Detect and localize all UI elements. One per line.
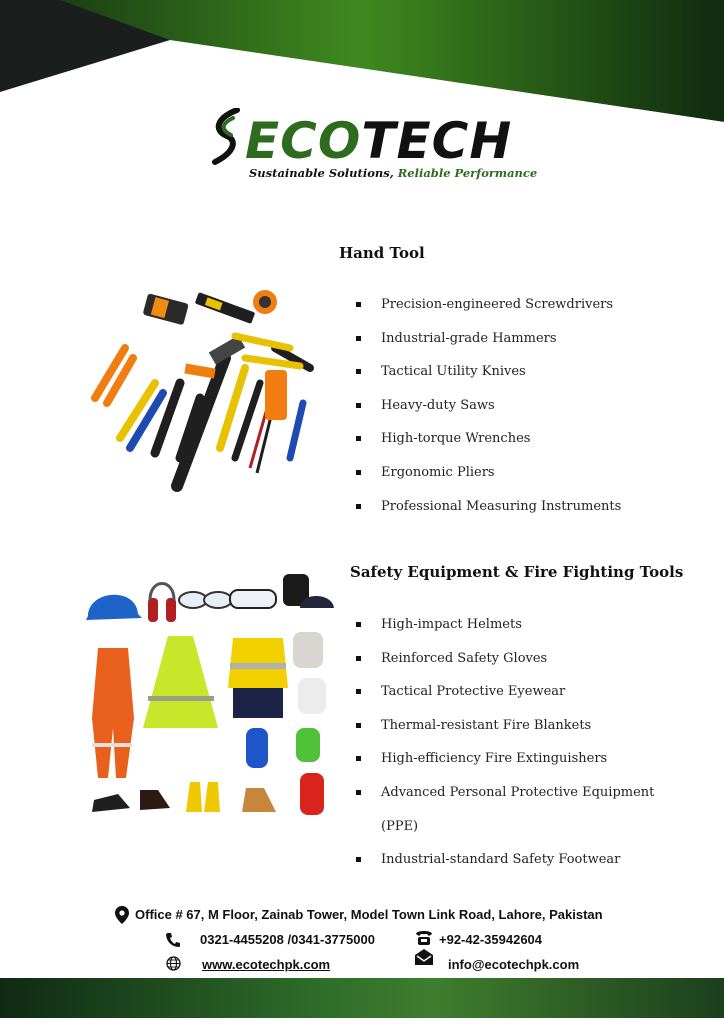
hand-tools-image <box>85 288 317 496</box>
tagline-part-a: Sustainable Solutions, <box>249 166 394 180</box>
list-item: Professional Measuring Instruments <box>354 498 621 532</box>
list-item: Reinforced Safety Gloves <box>354 650 654 684</box>
list-item: Industrial-standard Safety Footwear <box>354 851 654 885</box>
tagline-part-b: Reliable Performance <box>397 166 538 180</box>
landline-number: +92-42-35942604 <box>439 932 543 947</box>
list-item: Industrial-grade Hammers <box>354 330 621 364</box>
list-item: High-torque Wrenches <box>354 430 621 464</box>
list-item: High-efficiency Fire Extinguishers <box>354 750 654 784</box>
logo-swoosh-icon <box>207 108 247 166</box>
list-item: Heavy-duty Saws <box>354 397 621 431</box>
hand-tool-heading: Hand Tool <box>339 244 425 262</box>
hand-tool-list <box>354 296 621 531</box>
list-item: Tactical Protective Eyewear <box>354 683 654 717</box>
mobile-numbers: 0321-4455208 /0341-3775000 <box>200 932 375 947</box>
list-item: High-impact Helmets <box>354 616 654 650</box>
ecotech-logo <box>207 108 538 188</box>
location-pin-icon <box>115 906 129 924</box>
list-item: Precision-engineered Screwdrivers <box>354 296 621 330</box>
list-item-continuation: (PPE) <box>381 818 419 834</box>
phone-icon <box>165 932 181 948</box>
list-item: Advanced Personal Protective Equipment <box>354 784 654 818</box>
list-item: Tactical Utility Knives <box>354 363 621 397</box>
list-item: Ergonomic Pliers <box>354 464 621 498</box>
address-text: Office # 67, M Floor, Zainab Tower, Model Town Link Road, Lahore, Pakistan <box>135 907 603 922</box>
logo-tech: TECH <box>361 112 513 170</box>
safety-list <box>354 616 654 885</box>
website-link[interactable]: www.ecotechpk.com <box>202 957 331 972</box>
email-link[interactable]: info@ecotechpk.com <box>448 957 580 972</box>
bottom-banner <box>0 978 724 1018</box>
list-item: Thermal-resistant Fire Blankets <box>354 717 654 751</box>
globe-icon <box>166 956 181 971</box>
logo-eco: ECO <box>245 112 362 170</box>
envelope-icon <box>414 948 434 966</box>
safety-equipment-image <box>78 568 340 830</box>
logo-tagline <box>249 166 537 180</box>
safety-heading: Safety Equipment & Fire Fighting Tools <box>350 563 684 581</box>
logo-wordmark <box>245 114 512 168</box>
telephone-icon <box>414 928 434 946</box>
